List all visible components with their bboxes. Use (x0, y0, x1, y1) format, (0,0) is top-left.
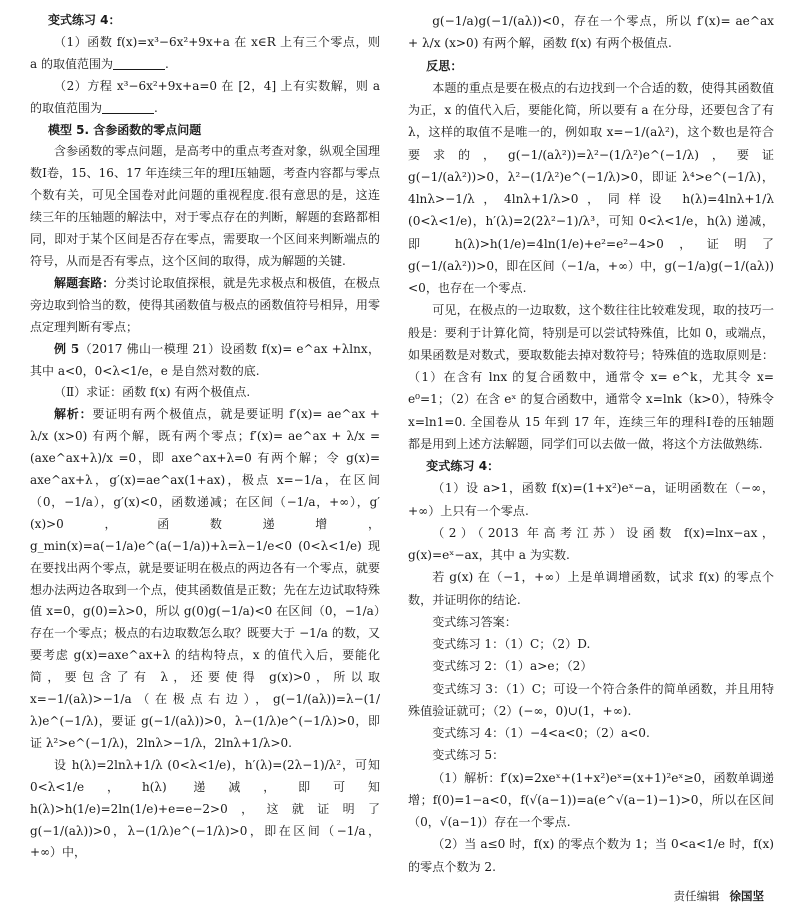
left-column (30, 10, 380, 864)
run-label: 例 5 (54, 341, 80, 356)
text-run: 可见，在极点的一边取数，这个数往往比较难发现，取的技巧一般是：要利于计算化简，特别是可以尝试特殊值，比如 0，或端点，如果函数是对数式，要取数能去掉对数符号；特殊值的选取原则是：（1）在含有 lnx 的复合函数中，通常令 x= e^k，尤其令 x= e⁰=1；（2）在含 eˣ 的复合函数中，通常令 x=lnk（k>0），特殊令 x=ln1=0. 全国卷从 15 年到 17 年，连续三年的理科Ⅰ卷的压轴题都是用到上述方法解题，同学们可以去做一做，将这个方法做熟练. (408, 303, 774, 451)
text-run: 变式练习 3：（1）C；可设一个符合条件的简单函数，并且用特殊值验证就可；（2）(−∞，0)∪(1，+∞). (408, 681, 774, 718)
answer-blank (113, 55, 165, 70)
paragraph (408, 833, 774, 878)
paragraph (408, 10, 774, 55)
paragraph (408, 299, 774, 455)
run-label: 解析： (54, 407, 93, 422)
right-column (408, 10, 774, 878)
paragraph (408, 655, 774, 677)
paragraph (408, 77, 774, 300)
paragraph (408, 744, 774, 766)
section-heading: 变式练习 4： (48, 13, 121, 27)
paragraph (408, 611, 774, 633)
text-run: （2）当 a≤0 时，f(x) 的零点个数为 1；当 0<a<1/e 时，f(x) 的零点个数为 2. (408, 837, 774, 874)
paragraph (408, 477, 774, 522)
paragraph (30, 404, 380, 755)
section-heading: 模型 5. 含参函数的零点问题 (48, 122, 202, 137)
text-run: . (154, 100, 158, 115)
paragraph (408, 633, 774, 655)
text-run: 变式练习答案： (432, 614, 517, 629)
paragraph (30, 32, 380, 76)
answer-blank (102, 99, 154, 114)
text-run: 设 h(λ)=2lnλ+1/λ (0<λ<1/e)，h′(λ)=(2λ−1)/λ²，可知 0<λ<1/e，h(λ) 递减，即可知 h(λ)>h(1/e)=2ln(1/e)+e=e−2>0，这就证明了 g(−1/(aλ))>0，λ−(1/λ)e^(−1/λ)>0，即在区间（−1/a，+∞）中， (30, 757, 380, 860)
paragraph (30, 76, 380, 120)
paragraph (30, 755, 380, 865)
text-run: 变式练习 4：（1）−4<a<0；（2）a<0. (432, 726, 650, 740)
text-run: 若 g(x) 在（−1，+∞）上是单调增函数，试求 f(x) 的零点个数，并证明你的结论. (408, 570, 774, 607)
run-label: 解题套路： (54, 275, 115, 290)
text-run: （1）设 a>1，函数 f(x)=(1+x²)eˣ−a，证明函数在（−∞，+∞）上只有一个零点. (408, 481, 774, 518)
paragraph (408, 722, 774, 744)
editor-label: 责任编辑 (673, 889, 720, 904)
text-run: 变式练习 2：（1）a>e；（2） (432, 659, 593, 674)
text-run: . (164, 56, 169, 71)
paragraph (30, 273, 380, 339)
text-run: （2）（2013 年高考江苏）设函数 f(x)=lnx−ax，g(x)=eˣ−ax，其中 a 为实数. (408, 525, 774, 562)
text-run: （2）方程 x³−6x²+9x+a=0 在 [2，4] 上有实数解，则 a 的取值范围为 (30, 78, 380, 115)
text-run: （Ⅱ）求证：函数 f(x) 有两个极值点. (54, 385, 251, 400)
editor-credit (674, 885, 765, 908)
text-run: （1）函数 f(x)=x³−6x²+9x+a 在 x∈R 上有三个零点，则 a 的取值范围为 (30, 34, 380, 71)
text-run: 分类讨论取值探根，就是先求极点和极值，在极点旁边取到恰当的数，使得其函数值与极点的函数值符号相异，用零点定理判断有零点； (30, 275, 380, 334)
text-run: 含参函数的零点问题，是高考中的重点考查对象，纵观全国理数Ⅰ卷，15、16、17 年连续三年的理Ⅰ压轴题，考查内容都与零点个数有关，可见全国卷对此问题的重视程度.很有意思的是，这连续三年的压轴题的解法中，对于零点存在的判断，解题的套路都相同，即对于某个区间是否存在零点，需要取一个区间来判断端点的符号，从而是否有零点，这个区间的取得，成为解题的关键. (30, 144, 380, 268)
section-heading: 变式练习 4： (426, 459, 500, 473)
paragraph (408, 566, 774, 611)
paragraph (30, 141, 380, 272)
paragraph (408, 767, 774, 834)
section-heading: 反思： (426, 58, 463, 73)
text-run: 本题的重点是要在极点的右边找到一个合适的数，使得其函数值为正，x 的值代入后，要能化简，所以要有 a 在分母，还要包含了有 λ，这样的取值不是唯一的，例如取 x=−1/(aλ²)，这个数也是符合要求的，g(−1/(aλ²))=λ²−(1/λ²)e^(−1/λ)，要证 g(−1/(aλ²))>0，λ²−(1/λ²)e^(−1/λ)>0，即证 λ⁴>e^(−1/λ)，4lnλ>−1/λ，4lnλ+1/λ>0，同样设 h(λ)=4lnλ+1/λ (0<λ<1/e)，h′(λ)=2(2λ²−1)/λ³，可知 0<λ<1/e，h(λ) 递减，即 h(λ)>h(1/e)=4ln(1/e)+e²=e²−4>0，证明了 g(−1/(aλ²))>0，即在区间（−1/a，+∞）中，g(−1/a)g(−1/(aλ))<0，也存在一个零点. (408, 80, 775, 295)
editor-name: 徐国坚 (729, 889, 764, 904)
text-run: g(−1/a)g(−1/(aλ))<0，存在一个零点，所以 f′(x)= ae^ax + λ/x (x>0) 有两个解，函数 f(x) 有两个极值点. (408, 14, 774, 51)
text-run: 变式练习 1：（1）C；（2）D. (432, 637, 591, 651)
paragraph (408, 522, 774, 567)
paragraph (30, 382, 380, 404)
text-run: （1）解析：f′(x)=2xeˣ+(1+x²)eˣ=(x+1)²eˣ≥0，函数单调递增；f(0)=1−a<0，f(√(a−1))=a(e^√(a−1)−1)>0，所以在区间（0，√(a−1)）存在一个零点. (408, 770, 774, 829)
paragraph (408, 678, 774, 723)
text-run: 变式练习 5： (432, 748, 505, 763)
text-run: （2017 佛山一模理 21）设函数 f(x)= e^ax +λlnx，其中 a<0，0<λ<1/e，e 是自然对数的底. (30, 341, 380, 378)
text-run: 要证明有两个极值点，就是要证明 f′(x)= ae^ax + λ/x (x>0) 有两个解，既有两个零点；f′(x)= ae^ax + λ/x = (axe^ax+λ)/x =0，即 axe^ax+λ=0 有两个解；令 g(x)= axe^ax+λ，g′(x)=ae^ax(1+ax)，极点 x=−1/a，在区间（0，−1/a），g′(x)<0，函数递减；在区间（−1/a，+∞），g′(x)>0，函数递增，g_min(x)=a(−1/a)e^(a(−1/a))+λ=λ−1/e<0 (0<λ<1/e) 现在要找出两个零点，就是要证明在极点的两边各有一个零点，就要想办法两边各取到一个点，使其函数值是正数；先在左边试取特殊值 x=0，g(0)=λ>0，所以 g(0)g(−1/a)<0 在区间（0，−1/a）存在一个零点；极点的右边取数怎么取？既要大于 −1/a 的数，又要考虑 g(x)=axe^ax+λ 的结构特点，x 的值代入后，要能化简，要包含了有 λ，还要使得 g(x)>0，所以取 x=−1/(aλ)>−1/a（在极点右边），g(−1/(aλ))=λ−(1/λ)e^(−1/λ)，要证 g(−1/(aλ))>0，λ−(1/λ)e^(−1/λ)>0，即证 λ²>e^(−1/λ)，2lnλ>−1/λ，2lnλ+1/λ>0. (30, 407, 380, 750)
paragraph (30, 339, 380, 383)
